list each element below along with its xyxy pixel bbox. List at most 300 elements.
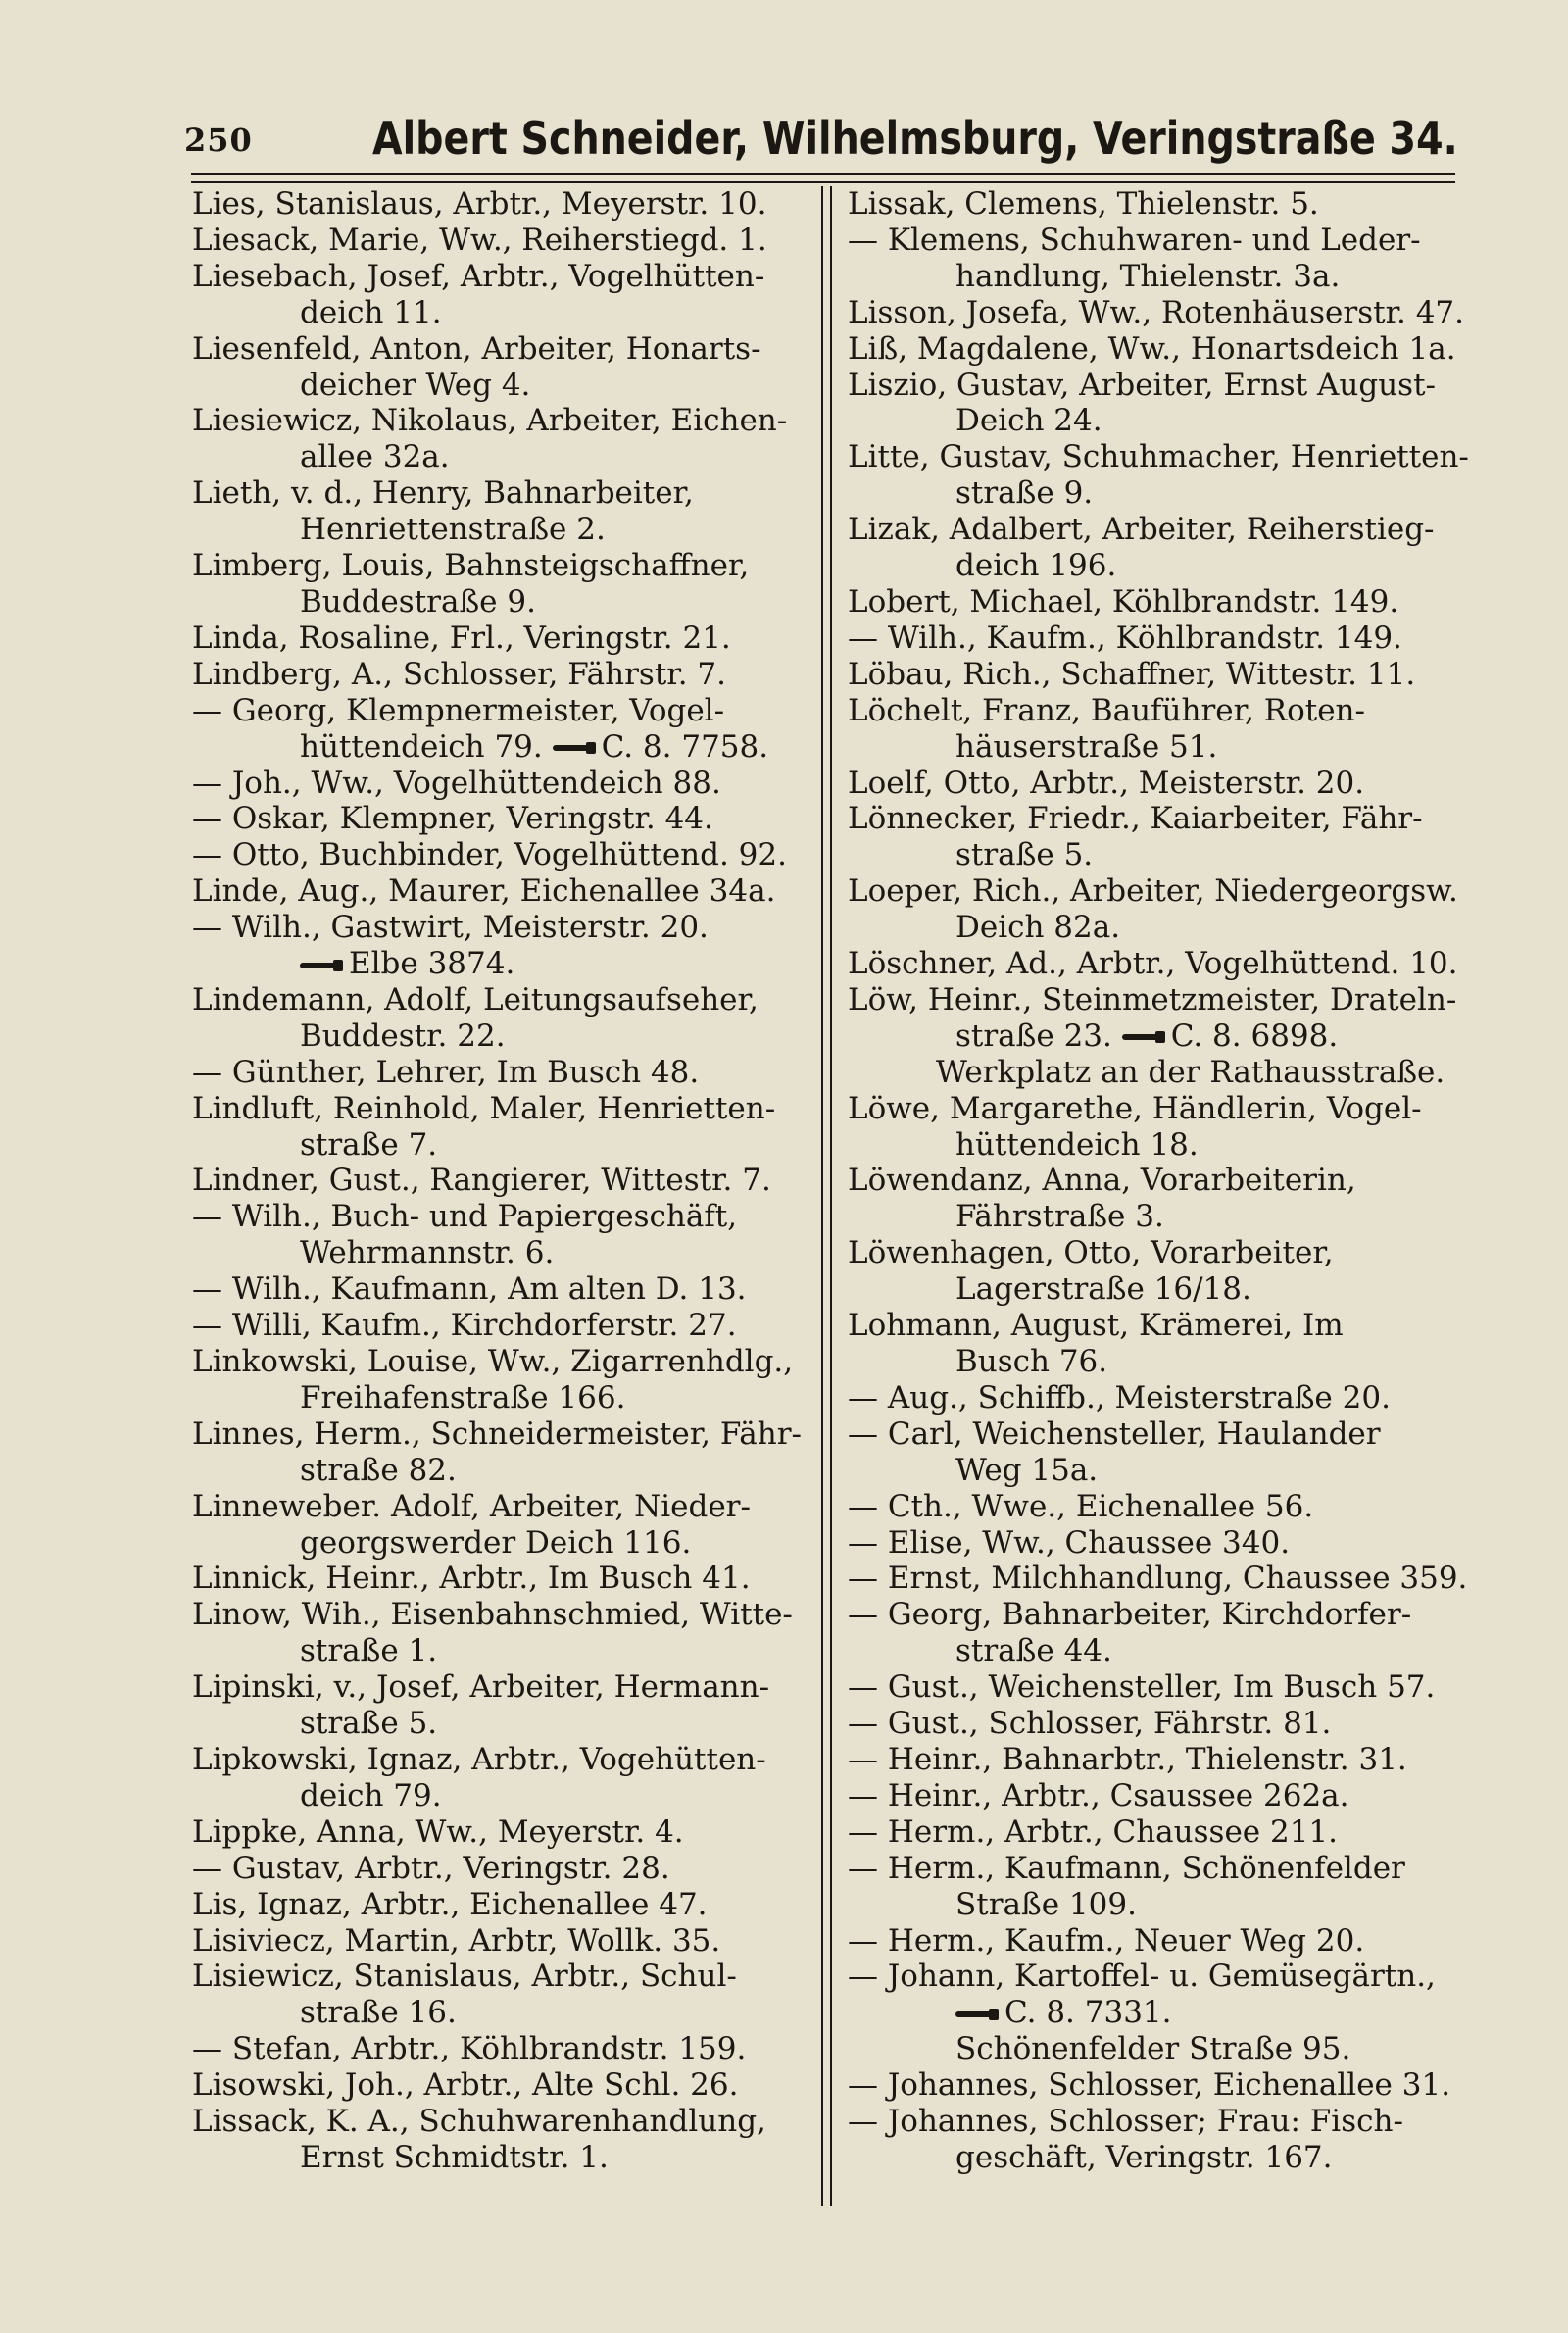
- entry-line: [848, 295, 1475, 331]
- directory-entry: [848, 1416, 1475, 1489]
- entry-line: [848, 1923, 1475, 1960]
- entry-text: Liesenfeld, Anton, Arbeiter, Honarts-: [192, 330, 761, 367]
- entry-line: [848, 403, 1475, 439]
- entry-text: Liszio, Gustav, Arbeiter, Ernst August-: [848, 367, 1437, 403]
- entry-text: Liesack, Marie, Ww., Reiherstiegd. 1.: [192, 222, 767, 258]
- entry-text: Löwe, Margarethe, Händlerin, Vogel-: [848, 1090, 1422, 1126]
- entry-text: georgswerder Deich 116.: [300, 1524, 692, 1561]
- entry-text: Deich 24.: [956, 403, 1102, 439]
- entry-text: Ernst Schmidtstr. 1.: [300, 2139, 609, 2175]
- entry-text: — Wilh., Kaufm., Köhlbrandstr. 149.: [848, 620, 1402, 656]
- entry-text: — Johannes, Schlosser; Frau: Fisch-: [848, 2104, 1403, 2140]
- entry-text: Linnes, Herm., Schneidermeister, Fähr-: [192, 1415, 802, 1452]
- entry-text: Linneweber. Adolf, Arbeiter, Nieder-: [192, 1488, 751, 1524]
- entry-text: Liß, Magdalene, Ww., Honartsdeich 1a.: [848, 330, 1456, 367]
- entry-line: [848, 1633, 1475, 1669]
- entry-text: Freihafenstraße 166.: [300, 1379, 626, 1415]
- entry-line: [848, 1778, 1475, 1814]
- entry-text: Löschner, Ad., Arbtr., Vogelhüttend. 10.: [848, 946, 1458, 982]
- entry-text: Lindluft, Reinhold, Maler, Henrietten-: [192, 1090, 776, 1126]
- entry-line: [192, 1344, 809, 1380]
- entry-line: [848, 439, 1475, 475]
- directory-entry: [848, 439, 1475, 512]
- directory-entry: [192, 801, 809, 837]
- entry-text: Lagerstraße 16/18.: [956, 1271, 1251, 1308]
- entry-line: [848, 259, 1475, 295]
- entry-text: Lisiewicz, Stanislaus, Arbtr., Schul-: [192, 1959, 737, 1995]
- entry-line: [192, 1561, 809, 1597]
- directory-entry: [192, 1163, 809, 1199]
- entry-note: Werkplatz an der Rathausstraße.: [936, 1054, 1446, 1090]
- directory-entry: [192, 1887, 809, 1923]
- entry-text: — Georg, Bahnarbeiter, Kirchdorfer-: [848, 1597, 1412, 1633]
- entry-text: — Wilh., Kaufmann, Am alten D. 13.: [192, 1271, 747, 1308]
- directory-entry: [848, 584, 1475, 620]
- entry-line: [192, 1018, 809, 1055]
- directory-entry: [192, 475, 809, 548]
- entry-text: — Herm., Kaufmann, Schönenfelder: [848, 1850, 1405, 1886]
- directory-entry: [848, 766, 1475, 802]
- entry-line: [192, 1271, 809, 1308]
- phone-number: Elbe 3874.: [349, 946, 515, 982]
- entry-text: — Elise, Ww., Chaussee 340.: [848, 1524, 1291, 1561]
- directory-entry: [848, 801, 1475, 873]
- entry-text: Linda, Rosaline, Frl., Veringstr. 21.: [192, 620, 731, 656]
- directory-entry: [192, 657, 809, 693]
- entry-line: [192, 982, 809, 1018]
- entry-line: [848, 1669, 1475, 1706]
- entry-text: straße 7.: [300, 1126, 438, 1163]
- entry-text: — Willi, Kaufm., Kirchdorferstr. 27.: [192, 1308, 737, 1344]
- entry-line: [192, 1778, 809, 1814]
- entry-text: — Georg, Klempnermeister, Vogel-: [192, 692, 725, 728]
- directory-entry: [192, 1814, 809, 1851]
- entry-text: — Cth., Wwe., Eichenallee 56.: [848, 1488, 1314, 1524]
- directory-entry: [848, 693, 1475, 766]
- entry-text: hüttendeich 18.: [956, 1126, 1199, 1163]
- entry-text: — Aug., Schiffb., Meisterstraße 20.: [848, 1379, 1391, 1415]
- entry-line: [192, 1669, 809, 1706]
- entry-line: [192, 1091, 809, 1127]
- entry-text: Buddestr. 22.: [300, 1018, 506, 1054]
- directory-entry: [192, 1199, 809, 1271]
- entry-line: [192, 403, 809, 439]
- directory-entry: [848, 2067, 1475, 2104]
- phone-number: C. 8. 6898.: [1170, 1018, 1339, 1054]
- entry-text: Lipinski, v., Josef, Arbeiter, Hermann-: [192, 1669, 770, 1706]
- right-column: [848, 186, 1475, 2176]
- directory-entry: [848, 1091, 1475, 1164]
- entry-line: [192, 1199, 809, 1235]
- entry-text: Loeper, Rich., Arbeiter, Niedergeorgsw.: [848, 873, 1458, 910]
- entry-text: Lisson, Josefa, Ww., Rotenhäuserstr. 47.: [848, 294, 1464, 330]
- directory-entry: [192, 1851, 809, 1887]
- directory-entry: [192, 1561, 809, 1597]
- entry-line: [848, 1887, 1475, 1923]
- column-divider: [821, 186, 832, 2206]
- entry-line: [848, 2140, 1475, 2176]
- entry-line: [848, 331, 1475, 368]
- entry-line: [848, 620, 1475, 657]
- entry-text: straße 23.: [956, 1018, 1112, 1054]
- entry-text: — Herm., Arbtr., Chaussee 211.: [848, 1813, 1339, 1850]
- entry-line: [848, 584, 1475, 620]
- entry-text: — Oskar, Klempner, Veringstr. 44.: [192, 801, 713, 837]
- entry-line: [192, 2031, 809, 2067]
- directory-entry: [192, 1959, 809, 2031]
- entry-text: Lissak, Clemens, Thielenstr. 5.: [848, 186, 1319, 222]
- entry-line: [848, 1127, 1475, 1164]
- entry-line: [192, 837, 809, 873]
- entry-line: [848, 186, 1475, 223]
- entry-line: [848, 1235, 1475, 1271]
- entry-text: Löwendanz, Anna, Vorarbeiterin,: [848, 1163, 1356, 1199]
- entry-line: [192, 1163, 809, 1199]
- entry-text: — Carl, Weichensteller, Haulander: [848, 1415, 1381, 1452]
- entry-text: — Ernst, Milchhandlung, Chaussee 359.: [848, 1561, 1468, 1597]
- directory-entry: [848, 1669, 1475, 1706]
- entry-line: [192, 548, 809, 584]
- entry-text: — Gust., Weichensteller, Im Busch 57.: [848, 1669, 1436, 1706]
- entry-text: Lisowski, Joh., Arbtr., Alte Schl. 26.: [192, 2067, 739, 2104]
- entry-text: deicher Weg 4.: [300, 367, 531, 403]
- entry-text: häuserstraße 51.: [956, 728, 1218, 765]
- entry-line: [192, 1814, 809, 1851]
- entry-line: [848, 1091, 1475, 1127]
- entry-line: [848, 910, 1475, 946]
- entry-line: [848, 475, 1475, 512]
- directory-entry: [848, 1235, 1475, 1308]
- entry-line: [848, 946, 1475, 982]
- entry-line: [848, 1525, 1475, 1562]
- entry-line: [848, 2067, 1475, 2104]
- entry-text: Liesiewicz, Nikolaus, Arbeiter, Eichen-: [192, 403, 788, 439]
- entry-line: [192, 186, 809, 223]
- entry-text: Lizak, Adalbert, Arbeiter, Reiherstieg-: [848, 512, 1435, 548]
- entry-text: Löbau, Rich., Schaffner, Wittestr. 11.: [848, 656, 1416, 692]
- entry-line: [192, 1380, 809, 1416]
- directory-entry: [192, 2031, 809, 2067]
- directory-entry: [848, 982, 1475, 1091]
- entry-text: Lobert, Michael, Köhlbrandstr. 149.: [848, 583, 1399, 620]
- entry-text: — Otto, Buchbinder, Vogelhüttend. 92.: [192, 837, 787, 873]
- entry-line: [192, 1742, 809, 1778]
- entry-line: [192, 910, 809, 946]
- entry-line: [192, 620, 809, 657]
- directory-entry: [192, 620, 809, 657]
- directory-entry: [192, 548, 809, 620]
- entry-line: [192, 331, 809, 368]
- entry-text: Liesebach, Josef, Arbtr., Vogelhütten-: [192, 258, 765, 294]
- entry-text: Lissack, K. A., Schuhwarenhandlung,: [192, 2104, 766, 2140]
- directory-entry: [192, 1597, 809, 1669]
- entry-line: [848, 657, 1475, 693]
- directory-entry: [848, 1706, 1475, 1742]
- entry-text: Lis, Ignaz, Arbtr., Eichenallee 47.: [192, 1886, 708, 1922]
- directory-entry: [192, 1742, 809, 1814]
- entry-text: Busch 76.: [956, 1344, 1108, 1379]
- entry-text: — Günther, Lehrer, Im Busch 48.: [192, 1054, 700, 1090]
- directory-entry: [848, 873, 1475, 946]
- entry-line: [192, 766, 809, 802]
- directory-entry: [192, 2104, 809, 2176]
- directory-entry: [848, 368, 1475, 440]
- directory-entry: [848, 657, 1475, 693]
- directory-entry: [192, 403, 809, 475]
- directory-entry: [192, 259, 809, 331]
- entry-text: — Herm., Kaufm., Neuer Weg 20.: [848, 1922, 1365, 1959]
- entry-line: [848, 1271, 1475, 1308]
- directory-entry: [192, 1489, 809, 1562]
- entry-line: [848, 1597, 1475, 1633]
- telephone-icon: [553, 742, 596, 754]
- entry-text: — Johannes, Schlosser, Eichenallee 31.: [848, 2067, 1451, 2104]
- telephone-icon: [300, 960, 343, 971]
- entry-line: [848, 729, 1475, 766]
- entry-line: [192, 2104, 809, 2140]
- entry-text: deich 11.: [300, 294, 442, 330]
- entry-line: [192, 1887, 809, 1923]
- directory-entry: [848, 620, 1475, 657]
- directory-entry: [192, 837, 809, 873]
- entry-line: [848, 1163, 1475, 1199]
- directory-entry: [192, 982, 809, 1055]
- entry-text: — Klemens, Schuhwaren- und Leder-: [848, 222, 1421, 258]
- entry-text: deich 79.: [300, 1777, 442, 1813]
- entry-line: [848, 1308, 1475, 1344]
- directory-entry: [192, 1923, 809, 1960]
- directory-entry: [192, 1344, 809, 1416]
- directory-entry: [848, 186, 1475, 223]
- entry-line: [848, 837, 1475, 873]
- directory-entry: [848, 1525, 1475, 1562]
- entry-text: Lindner, Gust., Rangierer, Wittestr. 7.: [192, 1163, 771, 1199]
- entry-line: [192, 1633, 809, 1669]
- entry-line: [192, 1851, 809, 1887]
- entry-line: [848, 1453, 1475, 1489]
- directory-entry: [192, 186, 809, 223]
- entry-text: Löwenhagen, Otto, Vorarbeiter,: [848, 1235, 1334, 1271]
- entry-text: — Gust., Schlosser, Fährstr. 81.: [848, 1706, 1332, 1742]
- entry-text: — Wilh., Gastwirt, Meisterstr. 20.: [192, 910, 709, 946]
- entry-line: [848, 1851, 1475, 1887]
- entry-line: [192, 584, 809, 620]
- entry-text: Fährstraße 3.: [956, 1199, 1164, 1235]
- entry-text: handlung, Thielenstr. 3a.: [956, 258, 1341, 294]
- entry-line: [192, 729, 809, 766]
- entry-line: [192, 368, 809, 404]
- entry-text: Straße 109.: [956, 1886, 1137, 1922]
- entry-text: straße 82.: [300, 1452, 457, 1488]
- directory-entry: [192, 910, 809, 982]
- entry-note: Schönenfelder Straße 95.: [956, 2031, 1351, 2067]
- entry-text: Lisiviecz, Martin, Arbtr, Wollk. 35.: [192, 1922, 721, 1959]
- directory-entry: [848, 946, 1475, 982]
- entry-line: [192, 1525, 809, 1562]
- entry-text: Lohmann, August, Krämerei, Im: [848, 1308, 1344, 1344]
- entry-text: Lindberg, A., Schlosser, Fährstr. 7.: [192, 656, 726, 692]
- entry-line: [192, 1489, 809, 1525]
- entry-text: Lippke, Anna, Ww., Meyerstr. 4.: [192, 1813, 684, 1850]
- entry-text: straße 5.: [956, 837, 1094, 873]
- entry-line: [848, 1344, 1475, 1380]
- entry-line: [192, 2140, 809, 2176]
- directory-entry: [848, 1778, 1475, 1814]
- entry-text: straße 5.: [300, 1706, 438, 1742]
- entry-text: Löw, Heinr., Steinmetzmeister, Drateln-: [848, 981, 1457, 1018]
- entry-text: deich 196.: [956, 548, 1117, 584]
- entry-line: [192, 657, 809, 693]
- directory-entry: [192, 693, 809, 766]
- entry-line: [192, 693, 809, 729]
- directory-entry: [848, 223, 1475, 295]
- directory-entry: [192, 1308, 809, 1344]
- entry-line: [848, 801, 1475, 837]
- directory-entry: [848, 1742, 1475, 1778]
- entry-text: Litte, Gustav, Schuhmacher, Henrietten-: [848, 439, 1469, 475]
- entry-line: [848, 1561, 1475, 1597]
- entry-text: straße 1.: [300, 1633, 438, 1669]
- entry-line: [848, 1742, 1475, 1778]
- entry-line: [192, 259, 809, 295]
- directory-entry: [192, 1669, 809, 1742]
- entry-line: [192, 475, 809, 512]
- directory-entry: [848, 331, 1475, 368]
- directory-entry: [848, 1814, 1475, 1851]
- page-number: 250: [184, 122, 253, 159]
- entry-text: Linow, Wih., Eisenbahnschmied, Witte-: [192, 1597, 793, 1633]
- entry-text: Linkowski, Louise, Ww., Zigarrenhdlg.,: [192, 1344, 794, 1379]
- entry-line: [848, 873, 1475, 910]
- directory-entry: [192, 331, 809, 404]
- entry-line: [192, 1055, 809, 1091]
- directory-entry: [192, 1416, 809, 1489]
- entry-line: [848, 1706, 1475, 1742]
- entry-text: Lipkowski, Ignaz, Arbtr., Vogehütten-: [192, 1741, 766, 1777]
- directory-entry: [192, 2067, 809, 2104]
- entry-text: Löchelt, Franz, Bauführer, Roten-: [848, 692, 1365, 728]
- entry-line: [192, 439, 809, 475]
- directory-entry: [192, 1055, 809, 1091]
- entry-line: [848, 1018, 1475, 1055]
- entry-line: [848, 693, 1475, 729]
- entry-text: Limberg, Louis, Bahnsteigschaffner,: [192, 548, 750, 584]
- entry-text: straße 9.: [956, 475, 1094, 512]
- entry-line: [848, 548, 1475, 584]
- phone-number: C. 8. 7331.: [1004, 1995, 1172, 2031]
- entry-line: [848, 766, 1475, 802]
- directory-entry: [192, 766, 809, 802]
- entry-text: Buddestraße 9.: [300, 583, 536, 620]
- entry-text: Henriettenstraße 2.: [300, 512, 606, 548]
- running-header: Albert Schneider, Wilhelmsburg, Veringstraße 34.: [372, 112, 1458, 165]
- entry-line: [192, 1416, 809, 1453]
- directory-entry: [848, 1959, 1475, 2067]
- entry-text: Lindemann, Adolf, Leitungsaufseher,: [192, 981, 759, 1018]
- entry-text: Lönnecker, Friedr., Kaiarbeiter, Fähr-: [848, 801, 1423, 837]
- phone-line: [192, 946, 809, 982]
- entry-text: Deich 82a.: [956, 910, 1121, 946]
- entry-line: [848, 2104, 1475, 2140]
- directory-entry: [848, 1561, 1475, 1597]
- entry-text: — Heinr., Arbtr., Csaussee 262a.: [848, 1777, 1349, 1813]
- directory-entry: [848, 1597, 1475, 1669]
- entry-line: [192, 1235, 809, 1271]
- entry-text: hüttendeich 79.: [300, 728, 543, 765]
- directory-entry: [192, 873, 809, 910]
- left-column: [192, 186, 809, 2176]
- directory-entry: [192, 1271, 809, 1308]
- entry-text: — Wilh., Buch- und Papiergeschäft,: [192, 1199, 738, 1235]
- entry-text: Linnick, Heinr., Arbtr., Im Busch 41.: [192, 1561, 751, 1597]
- entry-line: [192, 295, 809, 331]
- entry-text: allee 32a.: [300, 439, 450, 475]
- entry-text: Lieth, v. d., Henry, Bahnarbeiter,: [192, 475, 694, 512]
- entry-text: Weg 15a.: [956, 1452, 1099, 1488]
- entry-text: straße 16.: [300, 1995, 457, 2031]
- entry-line: [192, 1597, 809, 1633]
- directory-entry: [192, 1091, 809, 1164]
- entry-text: — Heinr., Bahnarbtr., Thielenstr. 31.: [848, 1741, 1407, 1777]
- directory-entry: [848, 1489, 1475, 1525]
- directory-entry: [848, 1851, 1475, 1923]
- directory-entry: [848, 1163, 1475, 1235]
- entry-line: [192, 1453, 809, 1489]
- entry-text: geschäft, Veringstr. 167.: [956, 2139, 1333, 2175]
- entry-text: Loelf, Otto, Arbtr., Meisterstr. 20.: [848, 765, 1365, 801]
- entry-text: Lies, Stanislaus, Arbtr., Meyerstr. 10.: [192, 186, 767, 222]
- directory-entry: [848, 2104, 1475, 2176]
- entry-text: Wehrmannstr. 6.: [300, 1235, 555, 1271]
- entry-line: [192, 1995, 809, 2031]
- phone-line: [848, 1995, 1475, 2031]
- entry-line: [848, 1416, 1475, 1453]
- entry-line: [848, 368, 1475, 404]
- entry-line: [192, 512, 809, 548]
- entry-line: [192, 223, 809, 259]
- directory-entry: [848, 1380, 1475, 1416]
- entry-line: [848, 982, 1475, 1018]
- entry-line: [848, 1199, 1475, 1235]
- entry-line: [192, 2067, 809, 2104]
- entry-line: [192, 801, 809, 837]
- entry-text: Linde, Aug., Maurer, Eichenallee 34a.: [192, 873, 776, 910]
- entry-text: — Stefan, Arbtr., Köhlbrandstr. 159.: [192, 2031, 747, 2067]
- entry-text: straße 44.: [956, 1633, 1112, 1669]
- directory-entry: [848, 1923, 1475, 1960]
- entry-line: [192, 1923, 809, 1960]
- entry-line: [192, 1706, 809, 1742]
- entry-line: [848, 1380, 1475, 1416]
- directory-entry: [848, 295, 1475, 331]
- entry-line: [192, 1959, 809, 1995]
- entry-line: [192, 1127, 809, 1164]
- entry-text: — Joh., Ww., Vogelhüttendeich 88.: [192, 765, 721, 801]
- entry-text: — Gustav, Arbtr., Veringstr. 28.: [192, 1850, 670, 1886]
- entry-line: [192, 873, 809, 910]
- phone-number: C. 8. 7758.: [601, 728, 769, 765]
- telephone-icon: [1122, 1031, 1165, 1043]
- entry-line: [848, 512, 1475, 548]
- entry-line: [848, 1814, 1475, 1851]
- entry-line: [848, 1489, 1475, 1525]
- entry-line: [848, 1959, 1475, 1995]
- header-rule: [191, 173, 1455, 183]
- entry-text: — Johann, Kartoffel- u. Gemüsegärtn.,: [848, 1959, 1436, 1995]
- telephone-icon: [956, 2009, 999, 2020]
- entry-line: [848, 223, 1475, 259]
- directory-entry: [848, 1308, 1475, 1380]
